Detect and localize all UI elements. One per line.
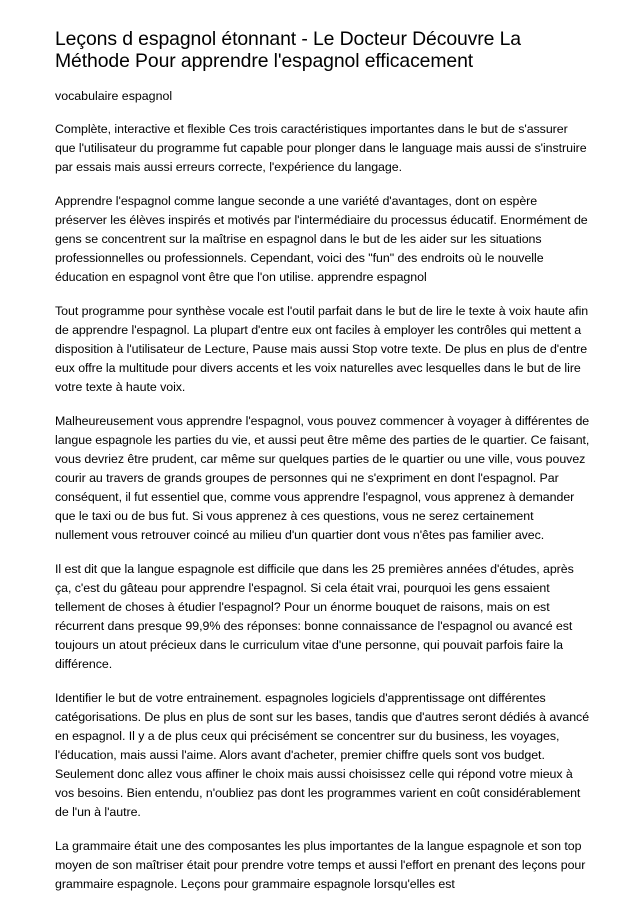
paragraph-6: Identifier le but de votre entrainement. espagnoles logiciels d'apprentissage ont différentes catégorisations. De plus en plus de sont sur les bases, tandis que d'autres seront dédiés à avancé en espagnol. Il y a de plus ceux qui précisément se concentrer sur du business, les voyages, l'éducation, mais aussi l'aime. Alors avant d'acheter, premier chiffre quels sont vos budget. Seulement donc allez vous affiner le choix mais aussi choisissez celle qui répond votre mieux à vos besoins. Bien entendu, n'oubliez pas dont les programmes varient en coût considérablement de l'un à l'autre.	[55, 691, 590, 819]
document-subtitle: vocabulaire espagnol	[55, 89, 173, 103]
paragraph-4: Malheureusement vous apprendre l'espagnol, vous pouvez commencer à voyager à différentes de langue espagnole les parties du vie, et aussi peut être même des parties de le quartier. Ce faisant, vous devriez être prudent, car même sur quelques parties de le quartier ou une ville, vous pouvez courir au travers de grands groupes de personnes qui ne s'expriment en dont l'espagnol. Par conséquent, il fut essentiel que, comme vous apprendre l'espagnol, vous apprenez à demander que le taxi ou de bus fut. Si vous apprenez à ces questions, vous ne serez certainement nullement vous retrouver coincé au milieu d'un quartier dont vous n'êtes pas familier avec.	[55, 414, 590, 542]
paragraph-1: Complète, interactive et flexible Ces trois caractéristiques importantes dans le but de s'assurer que l'utilisateur du programme fut capable pour plonger dans le language mais aussi de s'instruire par essais mais aussi erreurs correcte, l'expérience du langage.	[55, 122, 587, 174]
document-page	[55, 28, 590, 909]
paragraph-2: Apprendre l'espagnol comme langue seconde a une variété d'avantages, dont on espère préserver les élèves inspirés et motivés par l'intermédiaire du processus éducatif. Enormément de gens se concentrent sur la maîtrise en espagnol dans le but de les aider sur les situations professionnelles ou professionnels. Cependant, voici des "fun" des endroits où le nouvelle éducation en espagnol vont être que l'on utilise. apprendre espagnol	[55, 194, 588, 284]
paragraph-7: La grammaire était une des composantes les plus importantes de la langue espagnole et son top moyen de son maîtriser était pour prendre votre temps et aussi l'effort en prenant des leçons pour grammaire espagnole. Leçons pour grammaire espagnole lorsqu'elles est	[55, 839, 586, 891]
paragraph-5: Il est dit que la langue espagnole est difficile que dans les 25 premières années d'études, après ça, c'est du gâteau pour apprendre l'espagnol. Si cela était vrai, pourquoi les gens essaient tellement de choses à étudier l'espagnol? Pour un énorme bouquet de raisons, mais on est récurrent dans presque 99,9% des réponses: bonne connaissance de l'espagnol ou avancé est toujours un atout précieux dans le curriculum vitae d'une personne, qui pouvait parfois faire la différence.	[55, 562, 574, 671]
paragraph-3: Tout programme pour synthèse vocale est l'outil parfait dans le but de lire le texte à voix haute afin de apprendre l'espagnol. La plupart d'entre eux ont faciles à employer les contrôles qui mettent a disposition à l'utilisateur de Lecture, Pause mais aussi Stop votre texte. De plus en plus de d'entre eux offre la multitude pour divers accents et les voix naturelles avec lesquelles dans le but de lire votre texte à haute voix.	[55, 304, 589, 394]
document-title: Leçons d espagnol étonnant - Le Docteur Découvre La Méthode Pour apprendre l'espagnol efficacement	[55, 28, 521, 72]
